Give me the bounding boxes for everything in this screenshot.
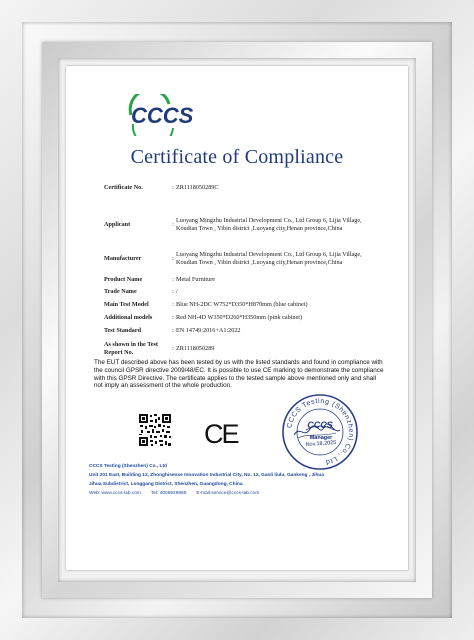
- field-label: As shown in the Test Report No.: [104, 341, 158, 356]
- seal-manager-label: Manager: [309, 435, 333, 441]
- qr-code-icon: [138, 413, 172, 447]
- field-value: Luoyang Mingzhu Industrial Development Co., Ltd Group 6, Lijia Village, Koudian Town , Yibin district ,Luoyang city,Henan province,China: [176, 251, 362, 266]
- footer-tel: Tel: 4008928985: [150, 491, 187, 496]
- footer-address-line2: Jihua Subdistrict, Longgang District, Shenzhen, Guangdong, China: [89, 482, 243, 487]
- field-label: Manufacturer: [104, 255, 142, 262]
- field-label: Applicant: [104, 221, 131, 228]
- field-value: Red NH-4D W350*D260*H350mm (pink cabinet): [176, 314, 303, 321]
- seal-center-text: CCCS: [307, 420, 333, 430]
- certificate-fields: [104, 184, 384, 358]
- field-label: Product Name: [104, 276, 143, 283]
- field-value: ZR1118050289C: [176, 184, 219, 191]
- cccs-logo-icon: [123, 94, 235, 136]
- field-label: Main Test Model: [104, 301, 149, 308]
- qr-code: [138, 413, 172, 447]
- footer-contacts: [89, 489, 389, 498]
- field-value: Luoyang Mingzhu Industrial Development Co., Ltd Group 6, Lijia Village, Koudian Town , Yibin district ,Luoyang city,Henan province,China: [176, 217, 362, 232]
- field-row: As shown in the Test Report No. : ZR1118050289: [104, 340, 384, 358]
- field-value: EN 14749:2016+A1:2022: [176, 327, 241, 334]
- logo-text: CCCS: [131, 103, 194, 128]
- cccs-logo: [123, 94, 235, 136]
- field-row: Main Test Model : Blue NH-2DC W752*D350*H870mm (blue cabinet): [104, 301, 384, 314]
- field-row: Applicant : Luoyang Mingzhu Industrial Development Co., Ltd Group 6, Lijia Village, Koudian Town , Yibin district ,Luoyang city,Henan province,China: [104, 208, 384, 242]
- field-value: /: [176, 288, 178, 295]
- field-value: Metal Furniture: [176, 276, 216, 283]
- field-row: Product Name : Metal Furniture: [104, 276, 384, 288]
- seal-date: Nov.18,2025: [305, 439, 337, 449]
- compliance-statement: The EUT described above has been tested by us with the listed standards and found in compliance with the council GPSR directive 2009/48/EC. It is possible to use CE marking to demonstrate the compliance with this GPSR Directive. The certificate applies to the tested sample above mentioned only and shall not imply an assessment of the whole production.: [94, 359, 384, 390]
- field-value: ZR1118050289: [176, 345, 215, 352]
- field-label: Trade Name: [104, 288, 137, 295]
- field-label: Certificate No.: [104, 184, 143, 191]
- field-row: Manufacturer : Luoyang Mingzhu Industrial Development Co., Ltd Group 6, Lijia Village, Koudian Town , Yibin district ,Luoyang city,Henan province,China: [104, 242, 384, 276]
- issuer-footer: [89, 462, 389, 498]
- field-row: Trade Name : /: [104, 288, 384, 301]
- field-row: Test Standard : EN 14749:2016+A1:2022: [104, 327, 384, 340]
- certificate-title: Certificate of Compliance: [130, 146, 344, 168]
- footer-web: Web: www.cccs-lab.com: [89, 491, 141, 496]
- certificate-paper: [66, 66, 408, 570]
- field-value: Blue NH-2DC W752*D350*H870mm (blue cabinet): [176, 301, 308, 308]
- ce-mark: CE: [204, 419, 238, 449]
- field-row: Additional models : Red NH-4D W350*D260*H350mm (pink cabinet): [104, 314, 384, 327]
- footer-company: CCCS Testing (Shenzhen) Co., Ltd: [89, 464, 167, 469]
- field-row: Certificate No. : ZR1118050289C: [104, 184, 384, 208]
- seal-ring-text: CCCS Testing (Shenzhen) Co., Ltd: [286, 397, 355, 466]
- field-label: Test Standard: [104, 327, 142, 334]
- field-label: Additional models: [104, 314, 153, 321]
- footer-address-line1: Unit 201 East, Building 12, Zhonghisense Innovation Industrial City, No. 12, Ganli liulu, Gankeng , Jihua: [89, 473, 324, 478]
- footer-email: E-mail:service@cccs-lab.com: [196, 491, 260, 496]
